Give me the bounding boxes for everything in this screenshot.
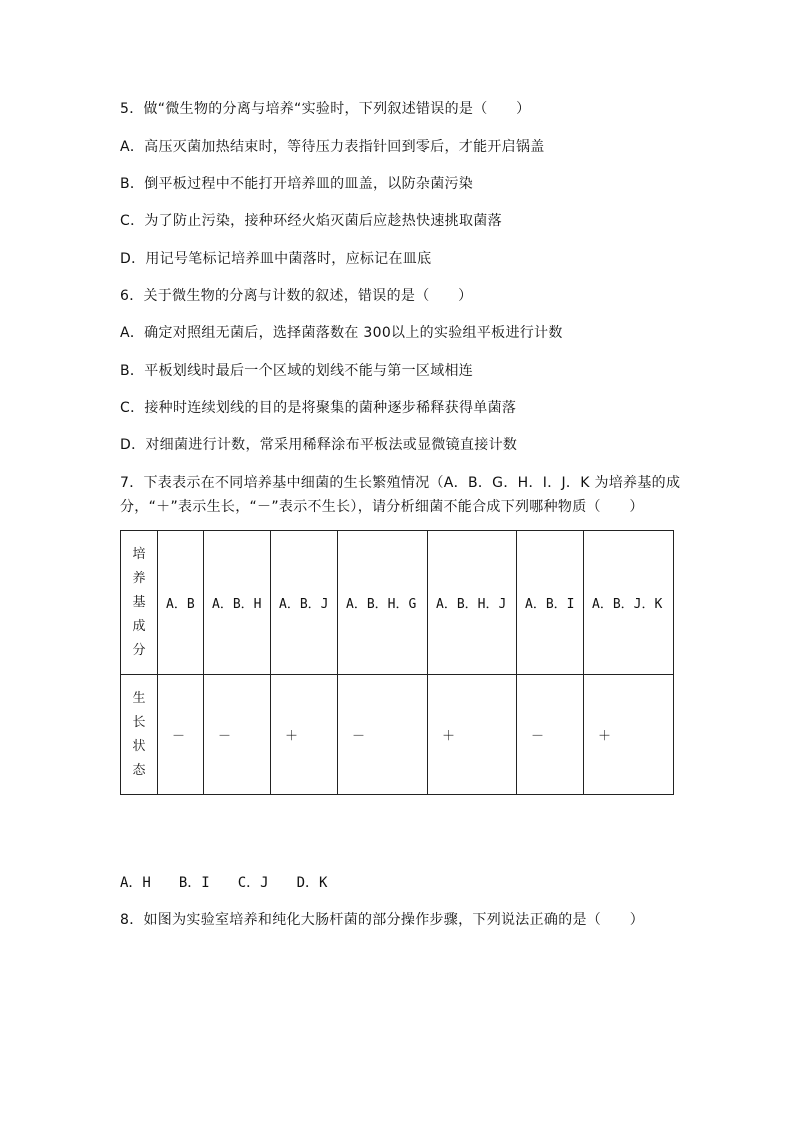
- q7-stem-line-1: 7．下表表示在不同培养基中细菌的生长繁殖情况（A．B．G．H．I．J．K 为培养基的成: [120, 475, 681, 491]
- q5-option-b: B．倒平板过程中不能打开培养皿的皿盖，以防杂菌污染: [120, 176, 474, 192]
- q7-options: A．H B．I C．J D．K: [120, 875, 328, 891]
- q5-option-d: D．用记号笔标记培养皿中菌落时，应标记在皿底: [120, 251, 432, 267]
- q5-stem: 5．做“微生物的分离与培养“实验时，下列叙述错误的是（ ）: [120, 101, 531, 117]
- q7-stem-line-2: 分，“＋”表示生长，“－”表示不生长），请分析细菌不能合成下列哪种物质（ ）: [120, 499, 644, 515]
- q6-option-c: C．接种时连续划线的目的是将聚集的菌种逐步稀释获得单菌落: [120, 400, 517, 416]
- table-cell: A．B．J: [271, 531, 338, 675]
- q5-option-c: C．为了防止污染，接种环经火焰灭菌后应趁热快速挑取菌落: [120, 213, 502, 229]
- table-cell: A．B．H: [204, 531, 271, 675]
- table-cell: －: [158, 675, 204, 795]
- table-cell: A．B．H．J: [428, 531, 517, 675]
- q6-option-b: B．平板划线时最后一个区域的划线不能与第一区域相连: [120, 363, 474, 379]
- q8-stem: 8．如图为实验室培养和纯化大肠杆菌的部分操作步骤，下列说法正确的是（ ）: [120, 912, 645, 928]
- table-row: [121, 531, 674, 675]
- table-cell: A．B．J．K: [584, 531, 674, 675]
- table-cell: ＋: [584, 675, 674, 795]
- table-cell: A．B．H．G: [338, 531, 428, 675]
- row-header-medium: 培 养 基 成 分: [121, 531, 158, 675]
- table-cell: A．B: [158, 531, 204, 675]
- q6-stem: 6．关于微生物的分离与计数的叙述，错误的是（ ）: [120, 288, 473, 304]
- table-row: [121, 675, 674, 795]
- q6-option-a: A．确定对照组无菌后，选择菌落数在 300以上的实验组平板进行计数: [120, 325, 563, 341]
- growth-table: [120, 530, 674, 795]
- table-cell: ＋: [271, 675, 338, 795]
- q5-option-a: A．高压灭菌加热结束时，等待压力表指针回到零后，才能开启锅盖: [120, 139, 545, 155]
- table-cell: A．B．I: [517, 531, 584, 675]
- table-cell: －: [338, 675, 428, 795]
- q6-option-d: D．对细菌进行计数，常采用稀释涂布平板法或显微镜直接计数: [120, 437, 518, 453]
- table-cell: ＋: [428, 675, 517, 795]
- table-cell: －: [517, 675, 584, 795]
- table-cell: －: [204, 675, 271, 795]
- row-header-growth: 生 长 状 态: [121, 675, 158, 795]
